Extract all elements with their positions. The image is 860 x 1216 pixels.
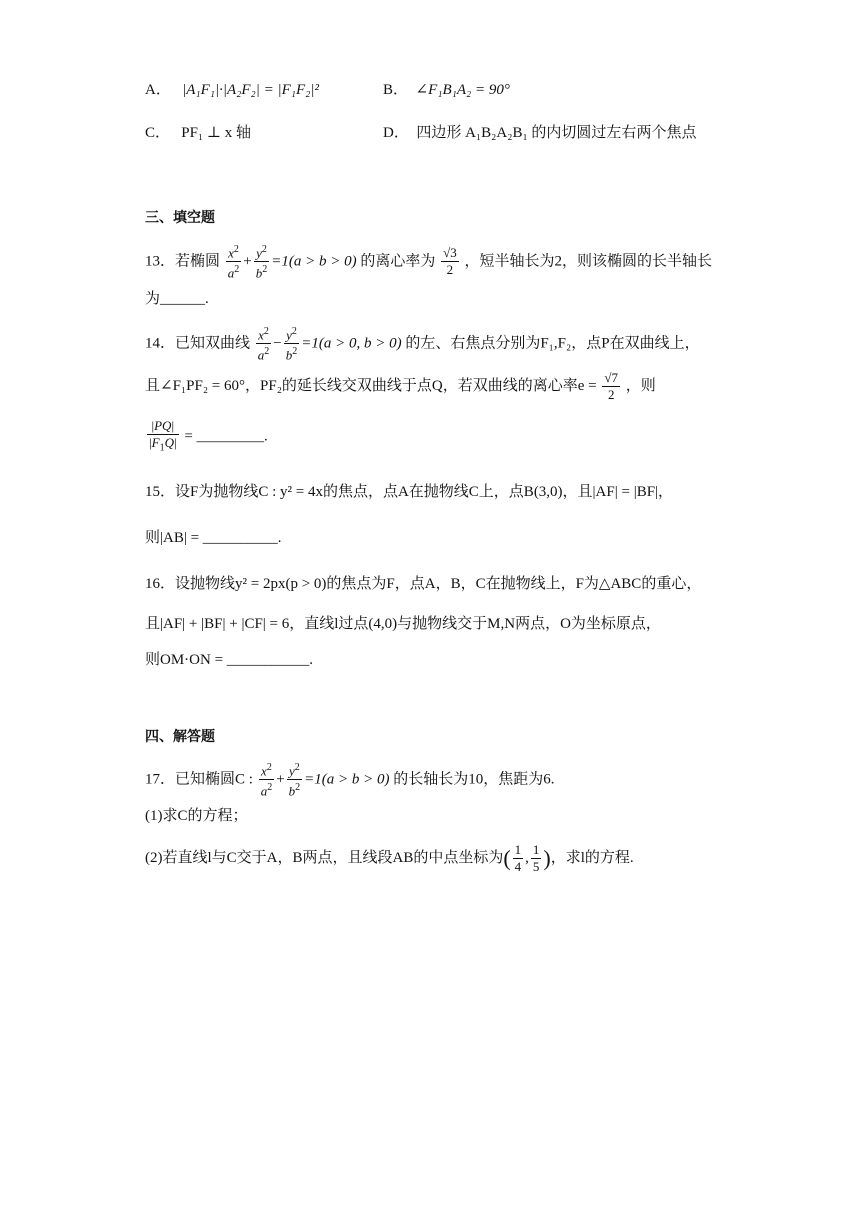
option-a: A． |A₁F₁|·|A₂F₂| = |F₁F₂|²: [145, 82, 319, 98]
question-17-sub-2: (2)若直线l与C交于A，B两点，且线段AB的中点坐标为( $\frac{1}{4}$ , $\frac{1}{5}$ )，求l的方程.: [145, 842, 634, 874]
question-15-line-1: 15．设F为抛物线C : y² = 4x的焦点，点A在抛物线C上，点B(3,0)，且|AF| = |BF|，: [145, 484, 674, 500]
question-16-line-1: 16．设抛物线y² = 2px(p > 0)的焦点为F，点A，B，C在抛物线上，F为△ABC的重心，: [145, 576, 702, 592]
question-14-line-3: $\frac{|PQ|}{|F_1Q|}$ = _________.: [149, 418, 268, 454]
question-17-sub-1: (1)求C的方程；: [145, 808, 248, 824]
option-c-text: PF₁ ⊥ x 轴: [181, 125, 252, 141]
question-15-line-2: 则|AB| = __________.: [145, 530, 282, 546]
question-14-line-2: 且∠F₁PF₂ = 60°，PF₂的延长线交双曲线于点Q，若双曲线的离心率e = $\frac{√7}{2}$ ，则: [145, 370, 656, 402]
section-heading-fill-in: 三、填空题: [145, 209, 215, 225]
question-14-line-1: 14．已知双曲线 $\frac{x^2}{a^2}$ − $\frac{y^2}{b^2}$ =1(a > 0, b > 0) 的左、右焦点分别为F₁,F₂，点P在双曲线上，: [145, 326, 700, 363]
question-13-line-2: 为______.: [145, 291, 209, 307]
question-16-line-3: 则OM·ON = ___________.: [145, 652, 314, 668]
option-d-text: 四边形 A₁B₂A₂B₁ 的内切圆过左右两个焦点: [416, 125, 697, 141]
question-13-line-1: 13．若椭圆 $\frac{x^2}{a^2}$ + $\frac{y^2}{b^2}$ =1(a > b > 0) 的离心率为 $\frac{√3}{2}$ ，短半轴长为2，则该椭圆的长半轴长: [145, 244, 713, 281]
option-b-formula: ∠F₁B₁A₂ = 90°: [415, 82, 510, 98]
question-17-line-1: 17．已知椭圆C : $\frac{x^2}{a^2}$ + $\frac{y^2}{b^2}$ =1(a > b > 0) 的长轴长为10，焦距为6.: [145, 762, 555, 799]
option-d: D． 四边形 A₁B₂A₂B₁ 的内切圆过左右两个焦点: [383, 125, 697, 141]
question-16-line-2: 且|AF| + |BF| + |CF| = 6，直线l过点(4,0)与抛物线交于M,N两点，O为坐标原点，: [145, 616, 661, 632]
option-a-formula: |A₁F₁|·|A₂F₂| = |F₁F₂|²: [182, 82, 319, 98]
section-heading-answer: 四、解答题: [145, 728, 215, 744]
option-b: B． ∠F₁B₁A₂ = 90°: [383, 82, 510, 98]
option-c: C． PF₁ ⊥ x 轴: [145, 125, 252, 141]
